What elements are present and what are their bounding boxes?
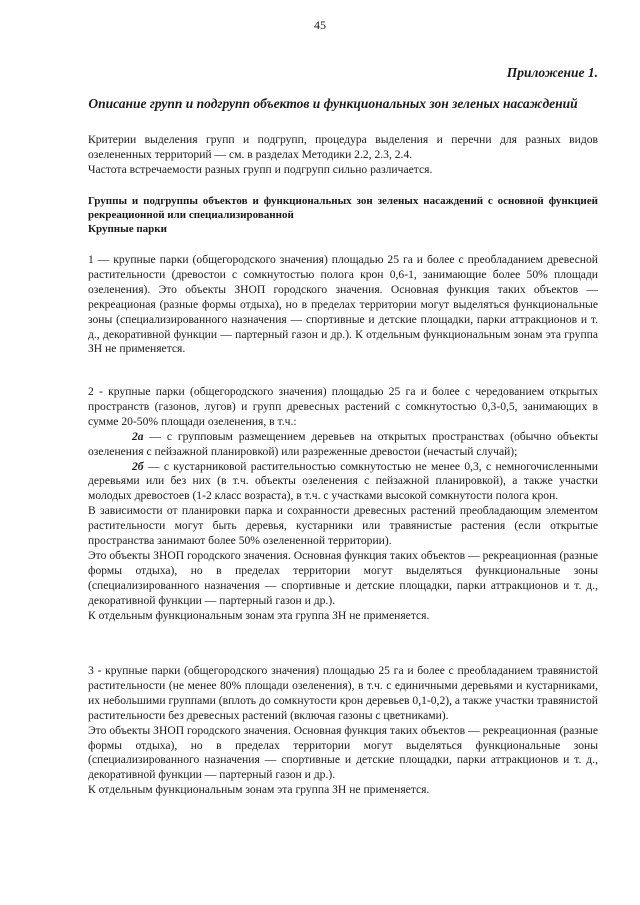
group-2-function: Это объекты ЗНОП городского значения. Основная функция таких объектов — рекреационная (разные формы отдыха), но в пределах территории могут выделяться функциональные зоны (специализированного назначения — спортивные и детские площадки, парки аттракционов и т. д., декоративной функции — партерный газон и др.). [88,548,598,607]
intro-frequency: Частота встречаемости разных групп и подгрупп сильно различается. [88,162,433,176]
subgroup-2b-text: — с кустарниковой растительностью сомкнутостью не менее 0,3, с немногочисленными деревьями или без них (в т.ч. объекты озеленения с пейзажной планировкой), а также участки молодых древостоев (1-2 класс возраста), в т.ч. с участками высокой сомкнутости полога крон. [88,459,598,503]
group-3-intro: 3 - крупные парки (общегородского значения) площадью 25 га и более с преобладанием травянистой растительности (не менее 80% площади озеленения), в т.ч. с единичными деревьями и кустарниками, их небольшими группами (вплоть до сомкнутости крон деревьев 0,1-0,2), а также участки травянистой растительности без древесных растений (включая газоны с цветниками). [88,664,598,722]
subgroup-2a-label: 2а [132,429,144,443]
appendix-label: Приложение 1. [506,65,598,80]
page-number: 45 [314,18,326,32]
intro-criteria: Критерии выделения групп и подгрупп, процедура выделения и перечни для разных видов озелененных территорий — см. в разделах Методики 2.2, 2.3, 2.4. [88,133,598,161]
group-2-intro: 2 - крупные парки (общегородского значения) площадью 25 га и более с чередованием открытых пространств (газонов, лугов) и групп древесных растений с сомкнутостью 0,3-0,5, занимающих в сумме 20-50% площади озеленения, в т.ч.: [88,385,598,428]
document-title: Описание групп и подгрупп объектов и функциональных зон зеленых насаждений [88,96,578,111]
group-2-paragraph [88,385,598,624]
group-2-note: В зависимости от планировки парка и сохранности древесных растений преобладающим элементом растительности могут быть деревья, кустарники или травянистые растения (если открытые пространства занимают более 50% озелененной территории). [88,504,598,548]
group-3-function: Это объекты ЗНОП городского значения. Основная функция таких объектов — рекреационная (разные формы отдыха), но в пределах территории могут выделяться функциональные зоны (специализированного назначения — спортивные и детские площадки, парки аттракционов и т. д., декоративной функции — партерный газон и др.). [88,723,598,782]
section-subtitle: Крупные парки [88,223,167,235]
group-3-restriction: К отдельным функциональным зонам эта группа ЗН не применяется. [88,783,430,797]
subgroup-2a-text: — с групповым размещением деревьев на открытых пространствах (обычно объекты озеленения с пейзажной планировкой) или разреженные древостои (нечастый случай); [88,429,598,458]
group-2-restriction: К отдельным функциональным зонам эта группа ЗН не применяется. [88,608,430,622]
subgroup-2b-label: 2б [132,459,144,473]
section-heading [88,194,598,236]
subgroup-2a [88,430,598,460]
group-3-paragraph [88,664,598,798]
intro-paragraph [88,133,598,178]
group-1-paragraph [88,253,598,357]
section-title: Группы и подгруппы объектов и функциональных зон зеленых насаждений с основной функцией рекреационной или специализированной [88,195,598,221]
subgroup-2b [88,460,598,505]
group-1-text: 1 — крупные парки (общегородского значения) площадью 25 га и более с преобладанием древесной растительности (древостои с сомкнутостью полога крон 0,6-1, занимающие более 50% площади озеленения). Это объекты ЗНОП городского значения. Основная функция таких объектов — рекреационая (разные формы отдыха), но в пределах территории могут выделяться функциональные зоны (специализированного назначения — спортивные и детские площадки, парки аттракционов и т. д., декоративной функции — партерный газон и др.). К отдельным функциональным зонам эта группа ЗН не применяется. [88,253,598,356]
